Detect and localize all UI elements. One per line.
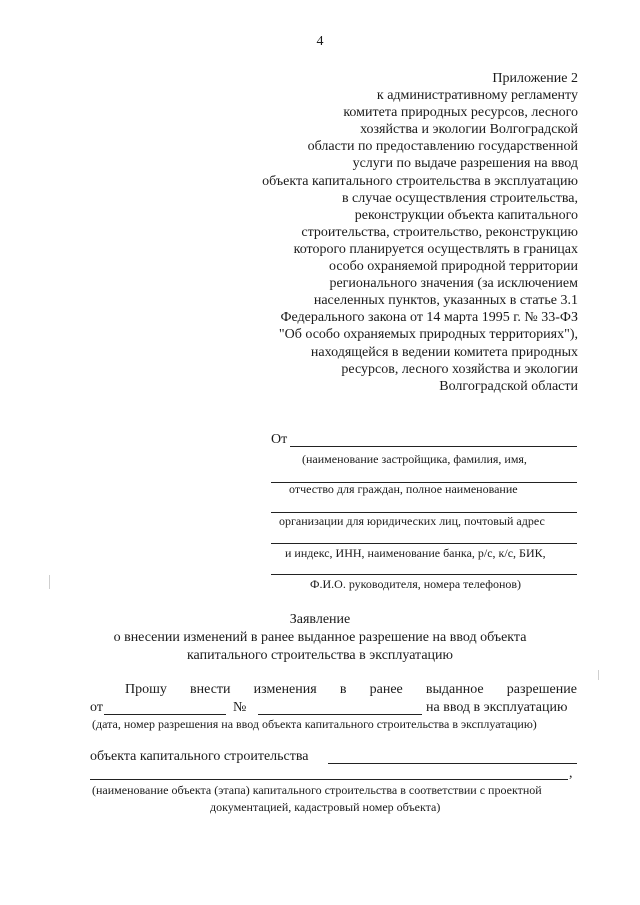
request-word: Прошу bbox=[125, 682, 167, 697]
request-word: изменения bbox=[253, 682, 317, 697]
statement-subtitle-line: о внесении изменений в ранее выданное разрешение на ввод объекта bbox=[113, 630, 527, 645]
appendix-line: которого планируется осуществлять в границах bbox=[293, 241, 578, 257]
appendix-line: находящейся в ведении комитета природных bbox=[310, 344, 578, 360]
object-name-field-2[interactable] bbox=[90, 779, 568, 780]
object-hint-line: документацией, кадастровый номер объекта) bbox=[210, 800, 441, 814]
appendix-line: Волгоградской области bbox=[439, 378, 578, 394]
request-line bbox=[90, 682, 577, 698]
permit-date-field[interactable] bbox=[104, 714, 226, 715]
permit-number-field[interactable] bbox=[258, 714, 422, 715]
appendix-line: к административному регламенту bbox=[376, 88, 578, 104]
appendix-line: ресурсов, лесного хозяйства и экологии bbox=[341, 361, 578, 377]
statement-subtitle-line: капитального строительства в эксплуатацию bbox=[186, 648, 454, 663]
permit-hint: (дата, номер разрешения на ввод объекта капитального строительства в эксплуатацию) bbox=[92, 717, 537, 731]
scan-mark bbox=[598, 670, 599, 680]
applicant-hint: (наименование застройщика, фамилия, имя, bbox=[302, 452, 527, 466]
permit-number-label: № bbox=[233, 700, 247, 715]
request-word: ранее bbox=[369, 682, 403, 697]
scan-mark bbox=[49, 575, 50, 589]
applicant-hint: и индекс, ИНН, наименование банка, р/с, к/с, БИК, bbox=[285, 546, 546, 560]
applicant-hint: организации для юридических лиц, почтовый адрес bbox=[279, 514, 545, 528]
appendix-line: "Об особо охраняемых природных территориях"), bbox=[278, 327, 578, 343]
trailing-comma: , bbox=[569, 766, 573, 781]
appendix-line: строительства, строительство, реконструкцию bbox=[301, 224, 578, 240]
appendix-line: комитета природных ресурсов, лесного bbox=[343, 105, 578, 121]
object-hint-line: (наименование объекта (этапа) капитального строительства в соответствии с проектной bbox=[92, 783, 542, 797]
appendix-line: области по предоставлению государственной bbox=[307, 139, 578, 155]
applicant-name-field[interactable] bbox=[290, 446, 577, 447]
appendix-line: особо охраняемой природной территории bbox=[329, 259, 578, 275]
object-name-field[interactable] bbox=[328, 763, 577, 764]
applicant-field-3[interactable] bbox=[271, 512, 577, 513]
appendix-line: регионального значения (за исключением bbox=[329, 276, 578, 292]
request-word: в bbox=[339, 682, 347, 697]
applicant-field-4[interactable] bbox=[271, 543, 577, 544]
request-word: выданное bbox=[425, 682, 484, 697]
appendix-header bbox=[262, 70, 578, 395]
commissioning-text: на ввод в эксплуатацию bbox=[426, 700, 568, 715]
applicant-from-label: От bbox=[271, 432, 288, 447]
appendix-line: Федерального закона от 14 марта 1995 г. № 33-ФЗ bbox=[280, 310, 578, 326]
page-number: 4 bbox=[316, 34, 324, 49]
appendix-line: в случае осуществления строительства, bbox=[341, 190, 578, 206]
appendix-line: объекта капитального строительства в эксплуатацию bbox=[262, 173, 578, 189]
request-word: внести bbox=[190, 682, 231, 697]
object-label: объекта капитального строительства bbox=[90, 749, 309, 764]
appendix-line: хозяйства и экологии Волгоградской bbox=[360, 122, 578, 138]
appendix-line: Приложение 2 bbox=[492, 71, 578, 86]
appendix-line: реконструкции объекта капитального bbox=[354, 207, 578, 223]
applicant-hint: Ф.И.О. руководителя, номера телефонов) bbox=[310, 577, 522, 591]
appendix-line: услуги по выдаче разрешения на ввод bbox=[352, 156, 578, 172]
request-word: разрешение bbox=[506, 682, 577, 697]
statement-title: Заявление bbox=[289, 612, 351, 627]
permit-from-label: от bbox=[90, 700, 103, 715]
appendix-line: населенных пунктов, указанных в статье 3.1 bbox=[313, 293, 578, 309]
applicant-hint: отчество для граждан, полное наименование bbox=[289, 482, 518, 496]
applicant-field-5[interactable] bbox=[271, 574, 577, 575]
